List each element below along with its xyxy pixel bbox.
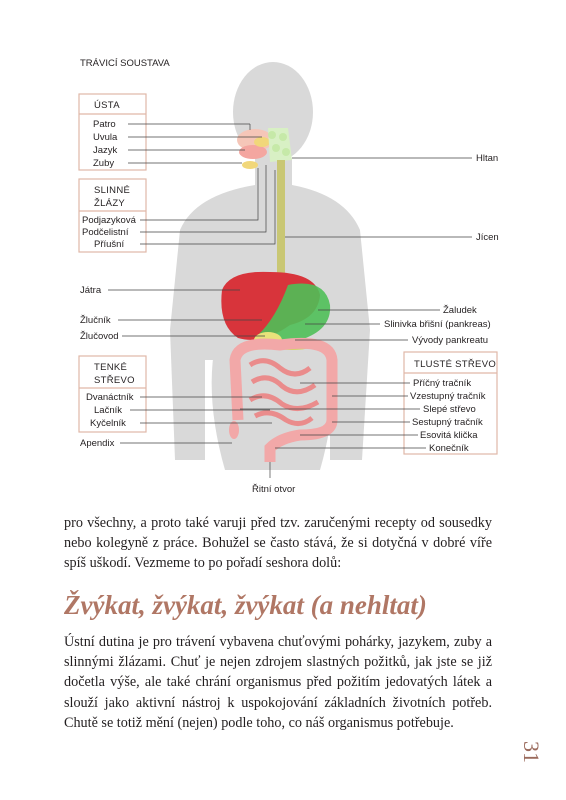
label-vzestupny-tracnik: Vzestupný tračník: [410, 391, 486, 402]
label-patro: Patro: [93, 119, 116, 130]
label-uvula: Uvula: [93, 132, 118, 143]
label-pricny-tracnik: Příčný tračník: [413, 378, 472, 389]
label-podjazykova: Podjazyková: [82, 215, 136, 226]
appendix: [229, 421, 239, 439]
label-hltan: Hltan: [476, 153, 499, 164]
label-sestupny-tracnik: Sestupný tračník: [412, 417, 483, 428]
label-lacnik: Lačník: [94, 405, 122, 416]
label-zlucnik: Žlučník: [80, 315, 111, 326]
label-jatra: Játra: [80, 285, 102, 296]
group-header-usta: ÚSTA: [94, 100, 120, 111]
label-ritni-otvor: Řitní otvor: [252, 484, 296, 495]
label-apendix: Apendix: [80, 438, 115, 449]
label-esovita-klicka: Esovitá klička: [420, 430, 478, 441]
label-slepe-strevo: Slepé střevo: [423, 404, 476, 415]
diagram-title: TRÁVICÍ SOUSTAVA: [80, 58, 170, 69]
label-kycelnik: Kyčelník: [90, 418, 126, 429]
paragraph-intro: pro všechny, a proto také varuji před tzv. zaručenými recepty od sousedky nebo kolegyně z práce. Bohužel se často stává, že si dotyčná v dobré víře spíš uškodí. Vezmeme to po pořadí seshora dolů:: [64, 515, 492, 572]
label-slinivka: Slinivka břišní (pankreas): [384, 319, 491, 330]
paragraph-mouth: Ústní dutina je pro trávení vybavena chuťovými pohárky, jazykem, zuby a slinnými žlázami. Chuť je nejen zdrojem slastných požitků, jak jste se již dočetla výše, ale také chrání organismus před požitím jedovatých látek a slouží jako aktivní nástroj k uspokojování základních životních potřeb. Chutě se totiž mění (nejen) podle toho, co náš organismus potřebuje.: [64, 634, 492, 731]
label-priusni: Příušní: [94, 239, 125, 250]
label-zlucovod: Žlučovod: [80, 331, 119, 342]
label-zaludek: Žaludek: [443, 305, 477, 316]
label-dvanactnik: Dvanáctník: [86, 392, 134, 403]
group-header-tenke-2: STŘEVO: [94, 375, 135, 386]
page-number: 31: [519, 741, 544, 763]
label-vyvody: Vývody pankreatu: [412, 335, 489, 346]
group-header-tenke-1: TENKÉ: [94, 362, 128, 373]
label-konecnik: Konečník: [429, 443, 469, 454]
group-header-slinne-1: SLINNÉ: [94, 185, 131, 196]
label-jazyk: Jazyk: [93, 145, 118, 156]
label-zuby: Zuby: [93, 158, 115, 169]
section-heading: Žvýkat, žvýkat, žvýkat (a nehltat): [64, 590, 427, 620]
group-header-tluste: TLUSTÉ STŘEVO: [414, 359, 497, 370]
group-header-slinne-2: ŽLÁZY: [94, 198, 126, 209]
label-podcelistni: Podčelistní: [82, 227, 129, 238]
label-jicen: Jícen: [476, 232, 499, 243]
